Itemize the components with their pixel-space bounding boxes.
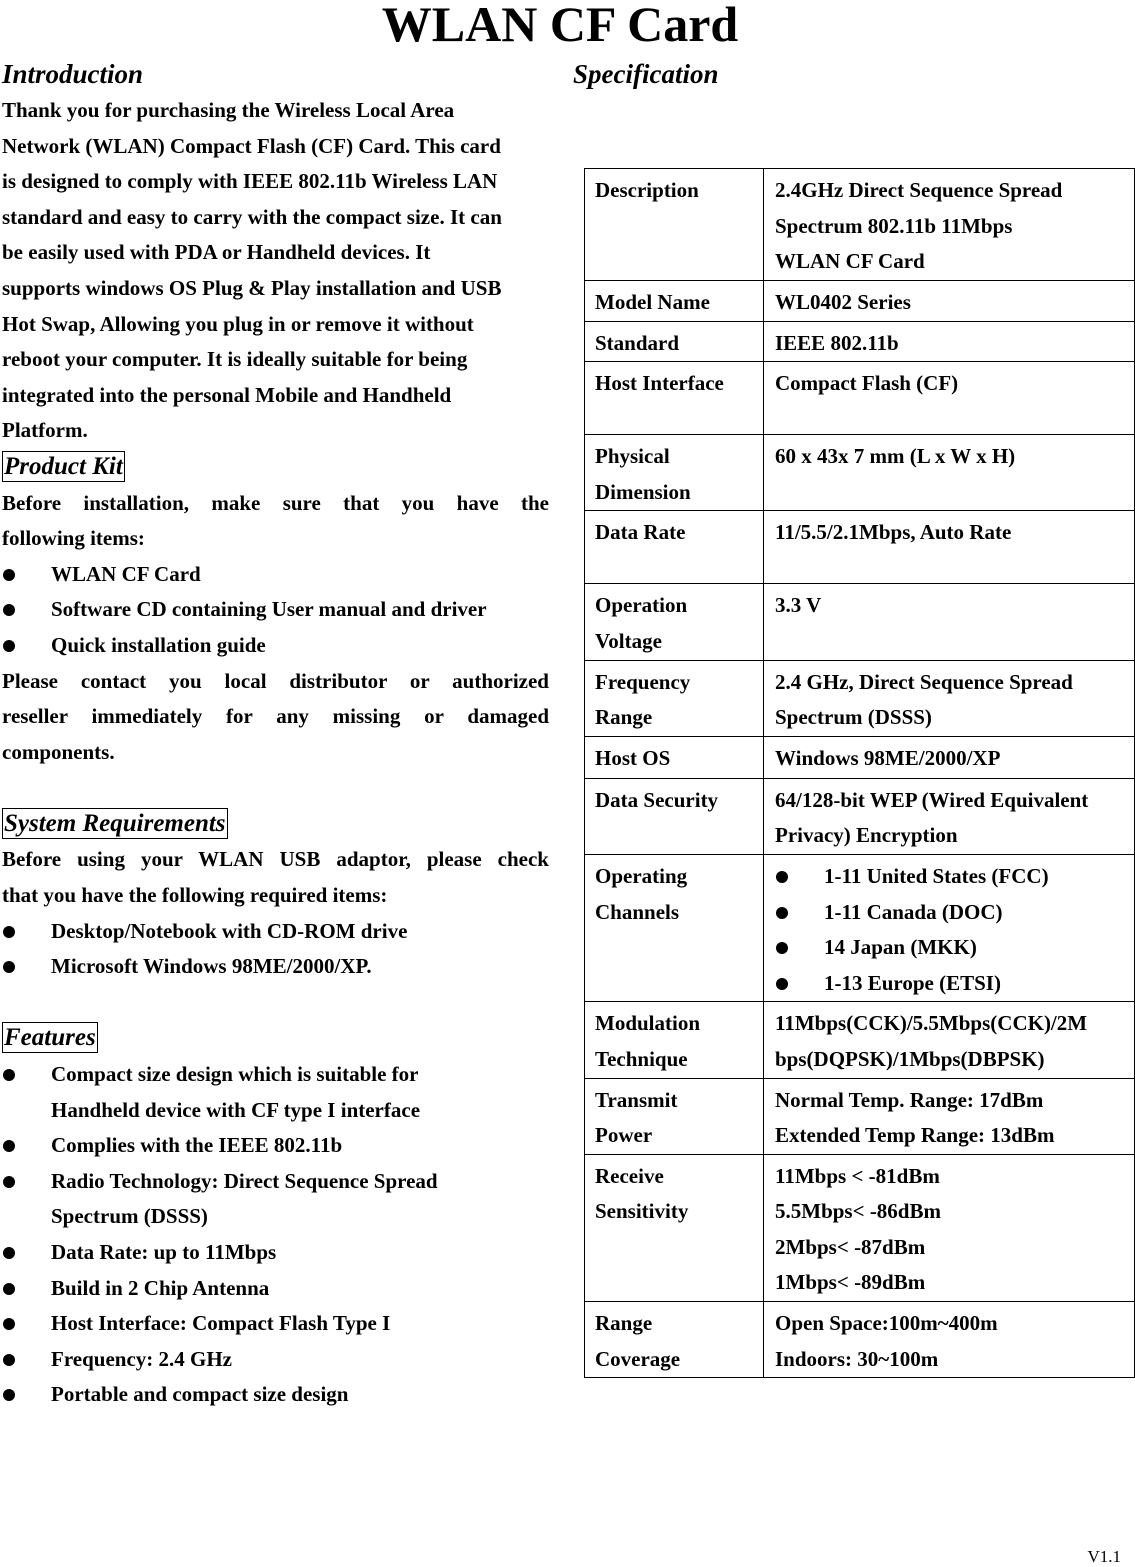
bullet-icon [3, 1354, 15, 1366]
spec-value: 11/5.5/2.1Mbps, Auto Rate [764, 511, 1135, 584]
channel-list [775, 859, 1124, 1001]
table-row [585, 169, 1135, 281]
features-list [2, 1057, 549, 1413]
list-item: Build in 2 Chip Antenna [2, 1271, 549, 1307]
product-kit-outro: Please contact you local distributor or authorized [2, 668, 549, 693]
intro-line: is designed to comply with IEEE 802.11b Wireless LAN [2, 169, 498, 194]
table-row [585, 1078, 1135, 1154]
bullet-icon [776, 907, 788, 919]
spec-label: Range Coverage [585, 1302, 764, 1378]
product-kit-outro: components. [2, 739, 115, 764]
bullet-icon [3, 1247, 15, 1259]
bullet-icon [3, 1176, 15, 1188]
spec-label: Host Interface [585, 362, 764, 435]
system-requirements-intro: that you have the following required items: [2, 883, 388, 908]
table-row [585, 854, 1135, 1001]
product-kit-intro: following items: [2, 526, 145, 551]
intro-line: Thank you for purchasing the Wireless Local Area [2, 98, 455, 122]
system-requirements-heading: System Requirements [4, 809, 226, 837]
table-row [585, 778, 1135, 854]
spec-value: 60 x 43x 7 mm (L x W x H) [764, 435, 1135, 511]
spec-value: 11Mbps < -81dBm 5.5Mbps< -86dBm 2Mbps< -87dBm 1Mbps< -89dBm [764, 1154, 1135, 1301]
table-row [585, 584, 1135, 660]
spec-value: Compact Flash (CF) [764, 362, 1135, 435]
table-row [585, 660, 1135, 736]
list-item: Frequency: 2.4 GHz [2, 1342, 549, 1378]
bullet-icon [3, 1318, 15, 1330]
intro-line: supports windows OS Plug & Play installation and USB [2, 275, 502, 300]
spec-value: Normal Temp. Range: 17dBm Extended Temp Range: 13dBm [764, 1078, 1135, 1154]
table-row [585, 511, 1135, 584]
intro-line: Network (WLAN) Compact Flash (CF) Card. This card [2, 133, 501, 158]
bullet-icon [3, 926, 15, 938]
introduction-text [2, 93, 549, 449]
spec-value [764, 854, 1135, 1001]
bullet-icon [3, 640, 15, 652]
table-row [585, 321, 1135, 362]
version-label: V1.1 [1087, 1547, 1121, 1566]
intro-line: Platform. [2, 418, 88, 443]
bullet-icon [3, 604, 15, 616]
spec-value: 64/128-bit WEP (Wired Equivalent Privacy) Encryption [764, 778, 1135, 854]
table-row [585, 362, 1135, 435]
features-heading: Features [4, 1024, 96, 1052]
spec-value: 2.4 GHz, Direct Sequence Spread Spectrum (DSSS) [764, 660, 1135, 736]
list-item: Software CD containing User manual and driver [2, 592, 549, 628]
spec-label: Transmit Power [585, 1078, 764, 1154]
spec-label: Receive Sensitivity [585, 1154, 764, 1301]
spec-label: Frequency Range [585, 660, 764, 736]
list-item: 1-11 United States (FCC) [775, 859, 1124, 895]
specification-table [584, 168, 1135, 1378]
product-kit-outro: reseller immediately for any missing or damaged [2, 704, 549, 729]
bullet-icon [3, 1069, 15, 1081]
list-item: Radio Technology: Direct Sequence Spread Spectrum (DSSS) [2, 1164, 549, 1235]
list-item: Host Interface: Compact Flash Type I [2, 1306, 549, 1342]
spec-label: Operation Voltage [585, 584, 764, 660]
intro-line: integrated into the personal Mobile and Handheld [2, 382, 452, 407]
bullet-icon [3, 961, 15, 973]
list-item: 14 Japan (MKK) [775, 930, 1124, 966]
spec-value: 3.3 V [764, 584, 1135, 660]
intro-line: be easily used with PDA or Handheld devices. It [2, 240, 431, 265]
product-kit-heading: Product Kit [4, 452, 123, 480]
list-item: Microsoft Windows 98ME/2000/XP. [2, 949, 549, 985]
table-row [585, 435, 1135, 511]
spec-label: Operating Channels [585, 854, 764, 1001]
bullet-icon [3, 1389, 15, 1401]
spec-label: Description [585, 169, 764, 281]
spec-value: WL0402 Series [764, 281, 1135, 322]
list-item: Portable and compact size design [2, 1377, 549, 1413]
spec-value: Windows 98ME/2000/XP [764, 736, 1135, 778]
page-title: WLAN CF Card [381, 0, 739, 52]
spec-value: 2.4GHz Direct Sequence Spread Spectrum 802.11b 11Mbps WLAN CF Card [764, 169, 1135, 281]
intro-line: reboot your computer. It is ideally suitable for being [2, 347, 468, 372]
table-row [585, 1154, 1135, 1301]
spec-label: Data Security [585, 778, 764, 854]
spec-label: Model Name [585, 281, 764, 322]
list-item: Data Rate: up to 11Mbps [2, 1235, 549, 1271]
list-item: Compact size design which is suitable for Handheld device with CF type I interface [2, 1057, 549, 1128]
list-item: 1-13 Europe (ETSI) [775, 966, 1124, 1002]
bullet-icon [3, 1283, 15, 1295]
bullet-icon [3, 569, 15, 581]
specification-heading: Specification [573, 59, 719, 89]
bullet-icon [776, 978, 788, 990]
list-item: Quick installation guide [2, 628, 549, 664]
bullet-icon [3, 1140, 15, 1152]
list-item: Complies with the IEEE 802.11b [2, 1128, 549, 1164]
table-row [585, 281, 1135, 322]
introduction-heading: Introduction [2, 59, 144, 89]
spec-label: Standard [585, 321, 764, 362]
bullet-icon [776, 871, 788, 883]
spec-label: Modulation Technique [585, 1002, 764, 1078]
intro-line: standard and easy to carry with the compact size. It can [2, 204, 502, 229]
spec-value: IEEE 802.11b [764, 321, 1135, 362]
spec-label: Data Rate [585, 511, 764, 584]
spec-value: 11Mbps(CCK)/5.5Mbps(CCK)/2M bps(DQPSK)/1Mbps(DBPSK) [764, 1002, 1135, 1078]
spec-label: Physical Dimension [585, 435, 764, 511]
spec-label: Host OS [585, 736, 764, 778]
intro-line: Hot Swap, Allowing you plug in or remove it without [2, 311, 474, 336]
list-item: Desktop/Notebook with CD-ROM drive [2, 914, 549, 950]
table-row [585, 1302, 1135, 1378]
system-requirements-intro: Before using your WLAN USB adaptor, please check [2, 847, 549, 872]
product-kit-list [2, 557, 549, 664]
list-item: WLAN CF Card [2, 557, 549, 593]
table-row [585, 1002, 1135, 1078]
list-item: 1-11 Canada (DOC) [775, 895, 1124, 931]
table-row [585, 736, 1135, 778]
system-requirements-list [2, 914, 549, 985]
bullet-icon [776, 942, 788, 954]
left-column [2, 93, 549, 1413]
product-kit-intro: Before installation, make sure that you have the [2, 490, 549, 515]
spec-value: Open Space:100m~400m Indoors: 30~100m [764, 1302, 1135, 1378]
